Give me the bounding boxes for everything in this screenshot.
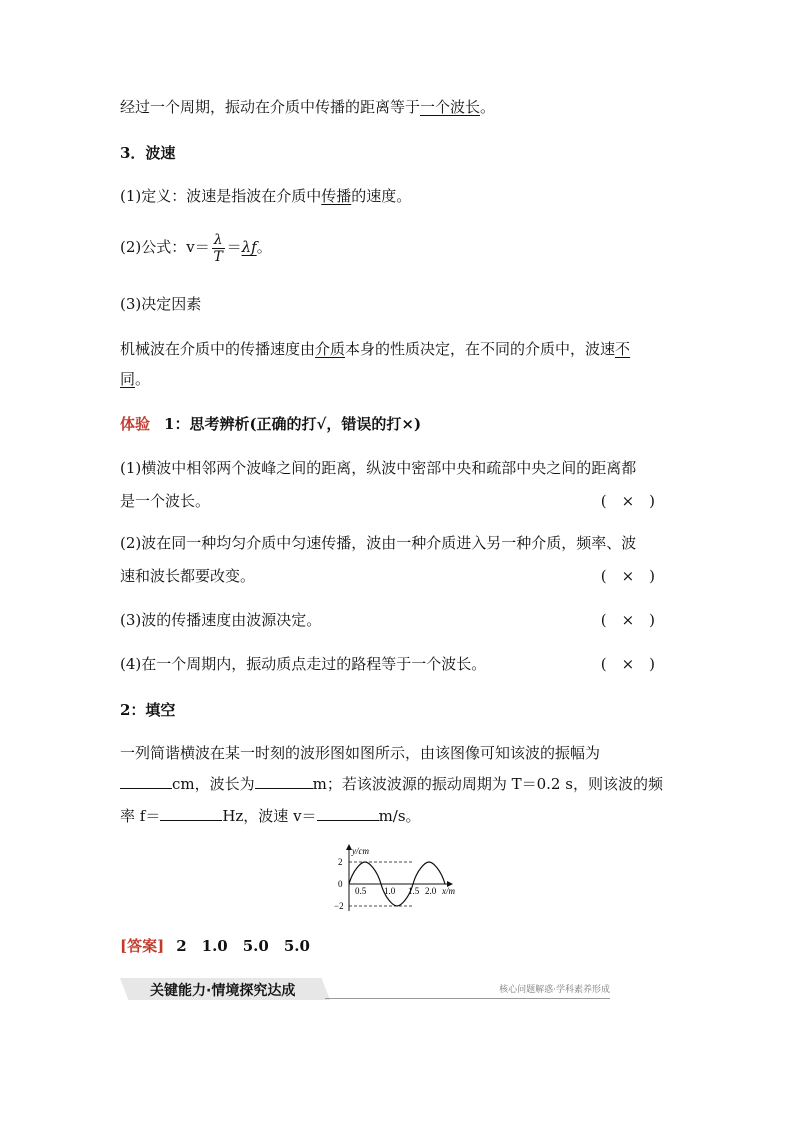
- section-heading: 3．波速: [120, 144, 176, 162]
- question-heading: 2：填空: [120, 701, 176, 719]
- x-tick: 2.0: [425, 886, 437, 896]
- text: 本身的性质决定，在不同的介质中，波速: [345, 340, 616, 358]
- formula-line: [120, 228, 272, 266]
- underlined-answer: 同: [120, 370, 136, 388]
- text: 。: [135, 370, 151, 388]
- divider: [325, 998, 610, 999]
- answer-mark: ( × ): [600, 492, 655, 510]
- text: 机械波在介质中的传播速度由: [120, 340, 316, 358]
- y-tick: 0: [338, 879, 343, 889]
- exercise-title: ：思考辨析(正确的打√，错误的打×): [174, 415, 422, 433]
- y-tick: −2: [334, 901, 344, 911]
- x-label: x/m: [442, 886, 455, 896]
- underlined-answer: 一个波长: [420, 98, 481, 116]
- x-tick: 1.0: [384, 886, 396, 896]
- text-line: [120, 369, 150, 389]
- list-item: [120, 654, 655, 674]
- y-label: y/cm: [352, 846, 369, 856]
- wave-figure: [332, 843, 472, 915]
- banner-subtitle: 核心问题解惑·学科素养形成: [499, 985, 610, 995]
- item-text: (3)波的传播速度由波源决定。: [120, 611, 322, 629]
- item-text: (1)横波中相邻两个波峰之间的距离，纵波中密部中央和疏部中央之间的距离都: [120, 459, 637, 477]
- underlined-answer: λf: [241, 238, 257, 256]
- blank: [255, 774, 313, 789]
- answer-mark: ( × ): [600, 655, 655, 673]
- exercise-number: 1: [164, 415, 175, 433]
- section-banner: [120, 976, 610, 1002]
- list-item: [120, 566, 655, 586]
- item-text: (2)波在同一种均匀介质中匀速传播，波由一种介质进入另一种介质，频率、波: [120, 534, 637, 552]
- denominator: T: [213, 248, 223, 265]
- text-line: [120, 339, 630, 359]
- x-tick: 0.5: [355, 886, 367, 896]
- question-line: [120, 806, 421, 826]
- list-item: [120, 610, 655, 630]
- list-item: [120, 491, 655, 511]
- item-text: (4)在一个周期内，振动质点走过的路程等于一个波长。: [120, 655, 487, 673]
- exercise-heading: [120, 414, 421, 434]
- text: cm，波长为: [172, 775, 255, 793]
- answer-label: [答案]: [120, 937, 165, 955]
- y-tick: 2: [338, 857, 343, 867]
- text: 经过一个周期，振动在介质中传播的距离等于: [120, 98, 421, 116]
- item-text: 速和波长都要改变。: [120, 567, 256, 585]
- text: Hz，波速 v＝: [222, 807, 317, 825]
- fraction: [212, 232, 225, 265]
- answer-line: [120, 936, 310, 956]
- answer-mark: ( × ): [600, 611, 655, 629]
- text: 的速度。: [351, 187, 412, 205]
- text: m；若该波波源的振动周期为 T＝0.2 s，则该波的频: [312, 775, 663, 793]
- subheading: (3)决定因素: [120, 295, 202, 313]
- blank: [317, 806, 379, 821]
- text: ＝: [226, 238, 242, 256]
- question-line: [120, 774, 663, 794]
- text-line: [120, 97, 495, 117]
- text: 率 f＝: [120, 807, 161, 825]
- blank: [160, 806, 222, 821]
- answer-values: 2 1.0 5.0 5.0: [176, 937, 310, 955]
- list-item: [120, 533, 675, 553]
- text: (1)定义：波速是指波在介质中: [120, 187, 322, 205]
- definition-line: [120, 186, 411, 206]
- list-item: [120, 458, 675, 478]
- numerator: λ: [213, 231, 223, 248]
- question-line: 一列简谐横波在某一时刻的波形图如图所示，由该图像可知该波的振幅为: [120, 744, 601, 762]
- underlined-answer: 介质: [315, 340, 346, 358]
- text: 。: [256, 238, 272, 256]
- underlined-answer: 传播: [321, 187, 352, 205]
- x-tick: 1.5: [408, 886, 420, 896]
- item-text: 是一个波长。: [120, 492, 211, 510]
- text: 。: [480, 98, 496, 116]
- blank: [120, 774, 172, 789]
- underlined-answer: 不: [615, 340, 631, 358]
- formula-label: (2)公式：v＝: [120, 238, 210, 256]
- banner-title: 关键能力·情境探究达成: [150, 983, 296, 999]
- answer-mark: ( × ): [600, 567, 655, 585]
- text: m/s。: [378, 807, 421, 825]
- exercise-label: 体验: [120, 415, 151, 433]
